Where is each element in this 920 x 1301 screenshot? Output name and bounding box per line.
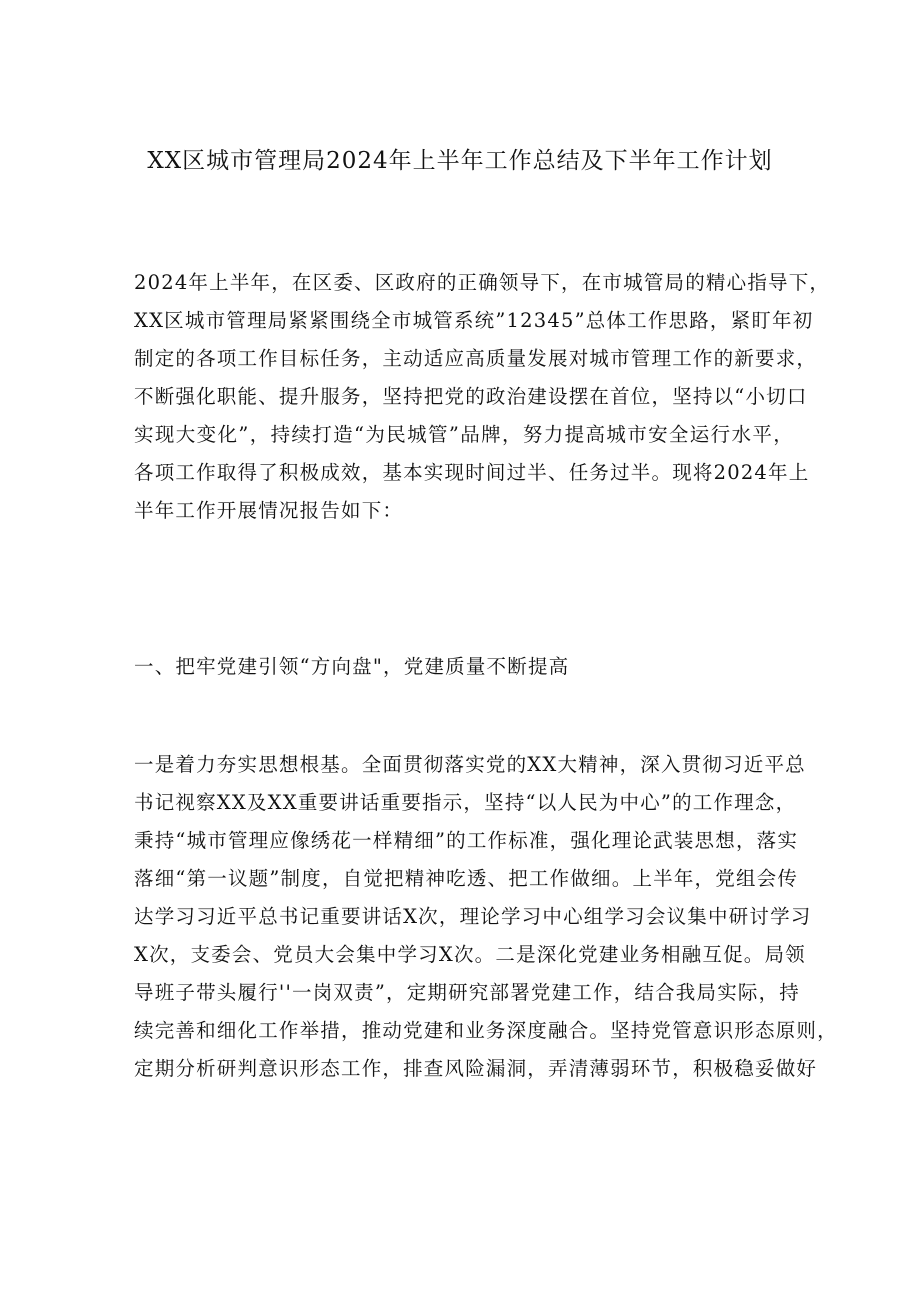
- paragraph-line: 一是着力夯实思想根基。全面贯彻落实党的XX大精神，深入贯彻习近平总: [134, 753, 806, 776]
- paragraph-line: 2024年上半年，在区委、区政府的正确领导下，在市城管局的精心指导下，: [134, 271, 831, 294]
- section-heading: 一、把牢党建引领“方向盘"，党建质量不断提高: [134, 655, 570, 678]
- paragraph-line: 导班子带头履行''一岗双责”，定期研究部署党建工作，结合我局实际，持: [134, 981, 800, 1004]
- paragraph-line: XX区城市管理局紧紧围绕全市城管系统”12345”总体工作思路，紧盯年初: [134, 309, 814, 332]
- document-title: XX区城市管理局2024年上半年工作总结及下半年工作计划: [147, 148, 773, 174]
- paragraph-line: 定期分析研判意识形态工作，排查风险漏洞，弄清薄弱环节，积极稳妥做好: [134, 1057, 818, 1080]
- paragraph-line: 书记视察XX及XX重要讲话重要指示，坚持“以人民为中心”的工作理念，: [134, 791, 797, 814]
- intro-paragraph: [134, 264, 831, 530]
- paragraph-line: 达学习习近平总书记重要讲话X次，理论学习中心组学习会议集中研讨学习: [134, 905, 812, 928]
- paragraph-line: 秉持“城市管理应像绣花一样精细”的工作标准，强化理论武装思想，落实: [134, 829, 799, 852]
- paragraph-line: 落细“第一议题”制度，自觉把精神吃透、把工作做细。上半年，党组会传: [134, 867, 799, 890]
- paragraph-line: 制定的各项工作目标任务，主动适应高质量发展对城市管理工作的新要求，: [134, 347, 818, 370]
- paragraph-line: 各项工作取得了积极成效，基本实现时间过半、任务过半。现将2024年上: [134, 461, 810, 484]
- paragraph-line: 半年工作开展情况报告如下：: [134, 499, 404, 522]
- paragraph-line: X次，支委会、党员大会集中学习X次。二是深化党建业务相融互促。局领: [134, 943, 806, 966]
- section-paragraph: [134, 746, 838, 1088]
- paragraph-line: 续完善和细化工作举措，推动党建和业务深度融合。坚持党管意识形态原则，: [134, 1019, 838, 1042]
- paragraph-line: 不断强化职能、提升服务，坚持把党的政治建设摆在首位，坚持以“小切口: [134, 385, 808, 408]
- paragraph-line: 实现大变化”，持续打造“为民城管”品牌，努力提高城市安全运行水平，: [134, 423, 794, 446]
